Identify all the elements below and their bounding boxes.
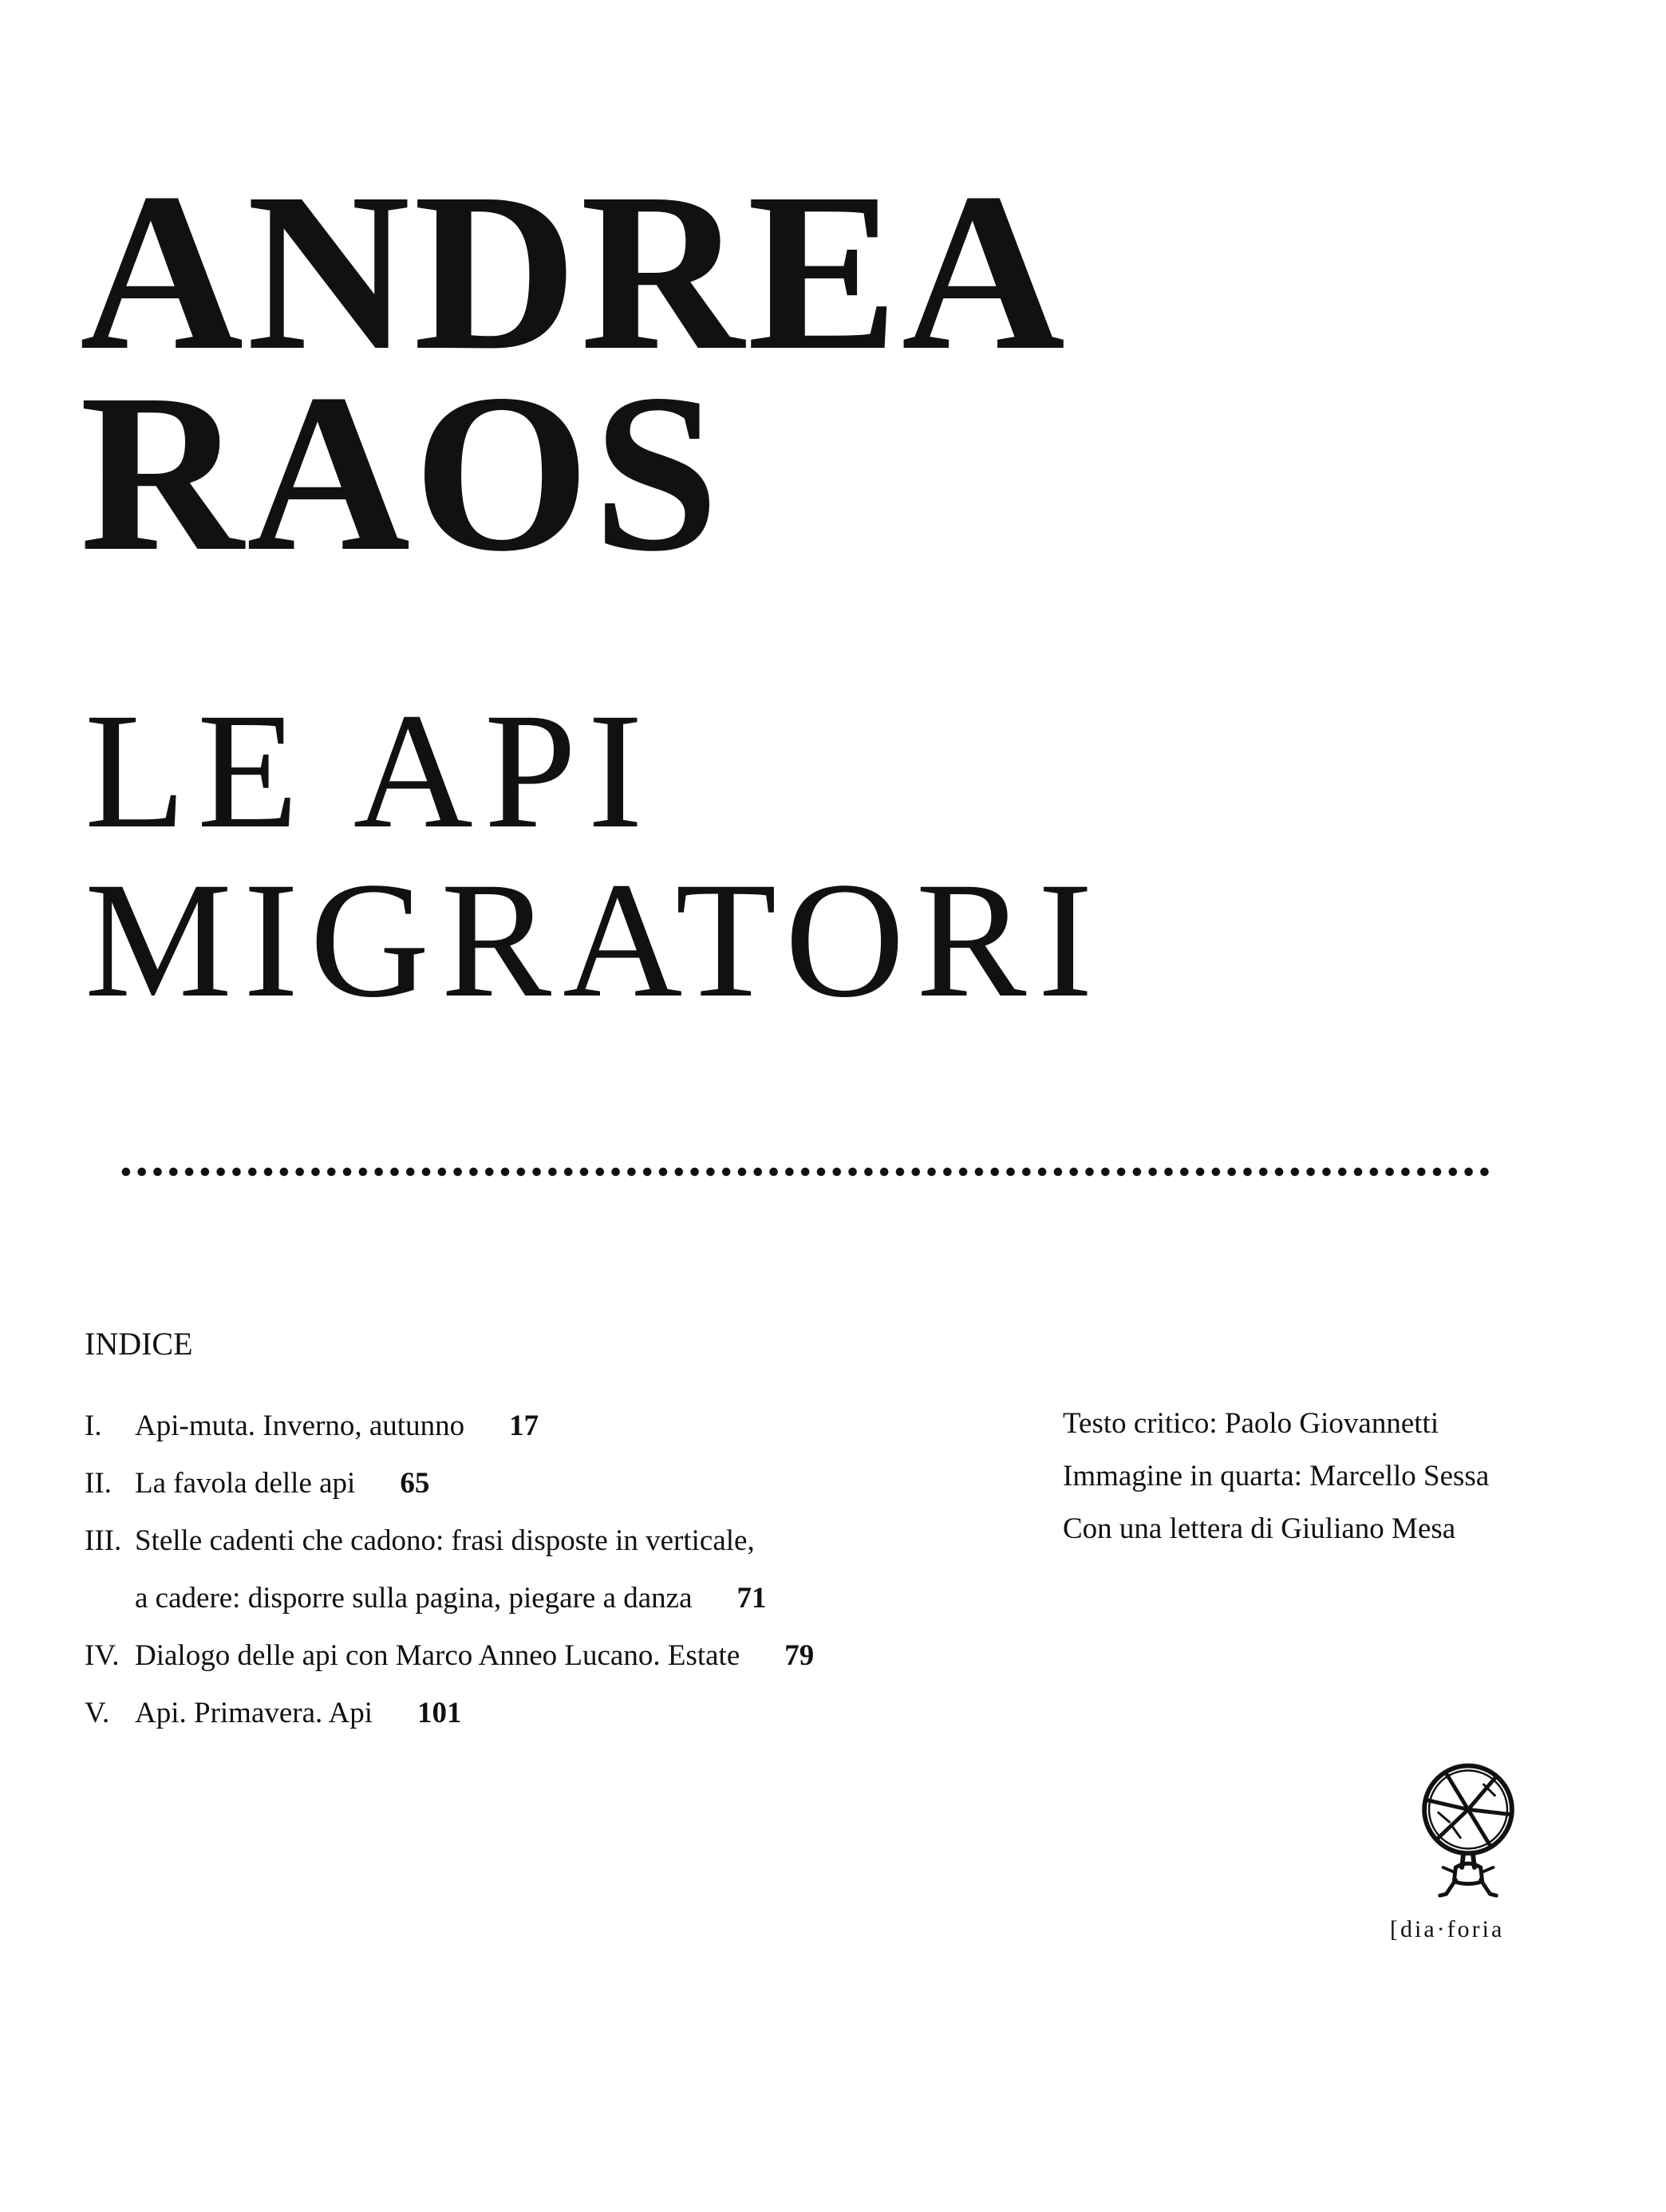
toc-item-number: V. (85, 1697, 110, 1729)
toc-item-title: Api-muta. Inverno, autunno (135, 1410, 465, 1442)
toc-item-number: II. (85, 1467, 112, 1500)
author-first-name: ANDREA (80, 147, 1068, 397)
author-name (80, 147, 1068, 598)
table-of-contents (85, 1398, 814, 1742)
book-title (85, 679, 1104, 1031)
toc-item-title: La favola delle api (135, 1467, 356, 1500)
index-heading: INDICE (85, 1326, 193, 1362)
toc-item-title: Dialogo delle api con Marco Anneo Lucano. Estate (135, 1639, 740, 1672)
toc-item (85, 1512, 814, 1570)
toc-item-title: Api. Primavera. Api (135, 1697, 373, 1729)
toc-item-page: 101 (417, 1697, 462, 1729)
credit-critical-text: Testo critico: Paolo Giovannetti (1063, 1407, 1439, 1440)
toc-item-number: III. (85, 1524, 122, 1557)
toc-item (85, 1627, 814, 1685)
toc-item-title: a cadere: disporre sulla pagina, piegare a danza (135, 1582, 693, 1615)
toc-item-number: IV. (85, 1639, 120, 1672)
toc-item (85, 1455, 814, 1512)
toc-item-page: 71 (736, 1582, 767, 1615)
toc-item-number: I. (85, 1410, 102, 1442)
book-title-line-1: LE API (85, 679, 654, 862)
toc-item-page: 65 (400, 1467, 430, 1500)
toc-item-page: 17 (509, 1410, 539, 1442)
toc-item (85, 1398, 814, 1455)
toc-item-page: 79 (784, 1639, 815, 1672)
credit-back-image: Immagine in quarta: Marcello Sessa (1063, 1460, 1490, 1492)
toc-item (85, 1570, 814, 1627)
toc-item-title: Stelle cadenti che cadono: frasi disposte in verticale, (135, 1524, 755, 1557)
credit-letter: Con una lettera di Giuliano Mesa (1063, 1512, 1456, 1545)
credits-block (1063, 1398, 1489, 1555)
book-title-line-2: MIGRATORI (85, 848, 1104, 1031)
publisher-name: [dia·foria (1390, 1916, 1505, 1942)
author-last-name: RAOS (80, 348, 723, 598)
dotted-divider (118, 1166, 1492, 1177)
wheel-figure-icon (1392, 1750, 1548, 1906)
toc-item (85, 1685, 814, 1742)
